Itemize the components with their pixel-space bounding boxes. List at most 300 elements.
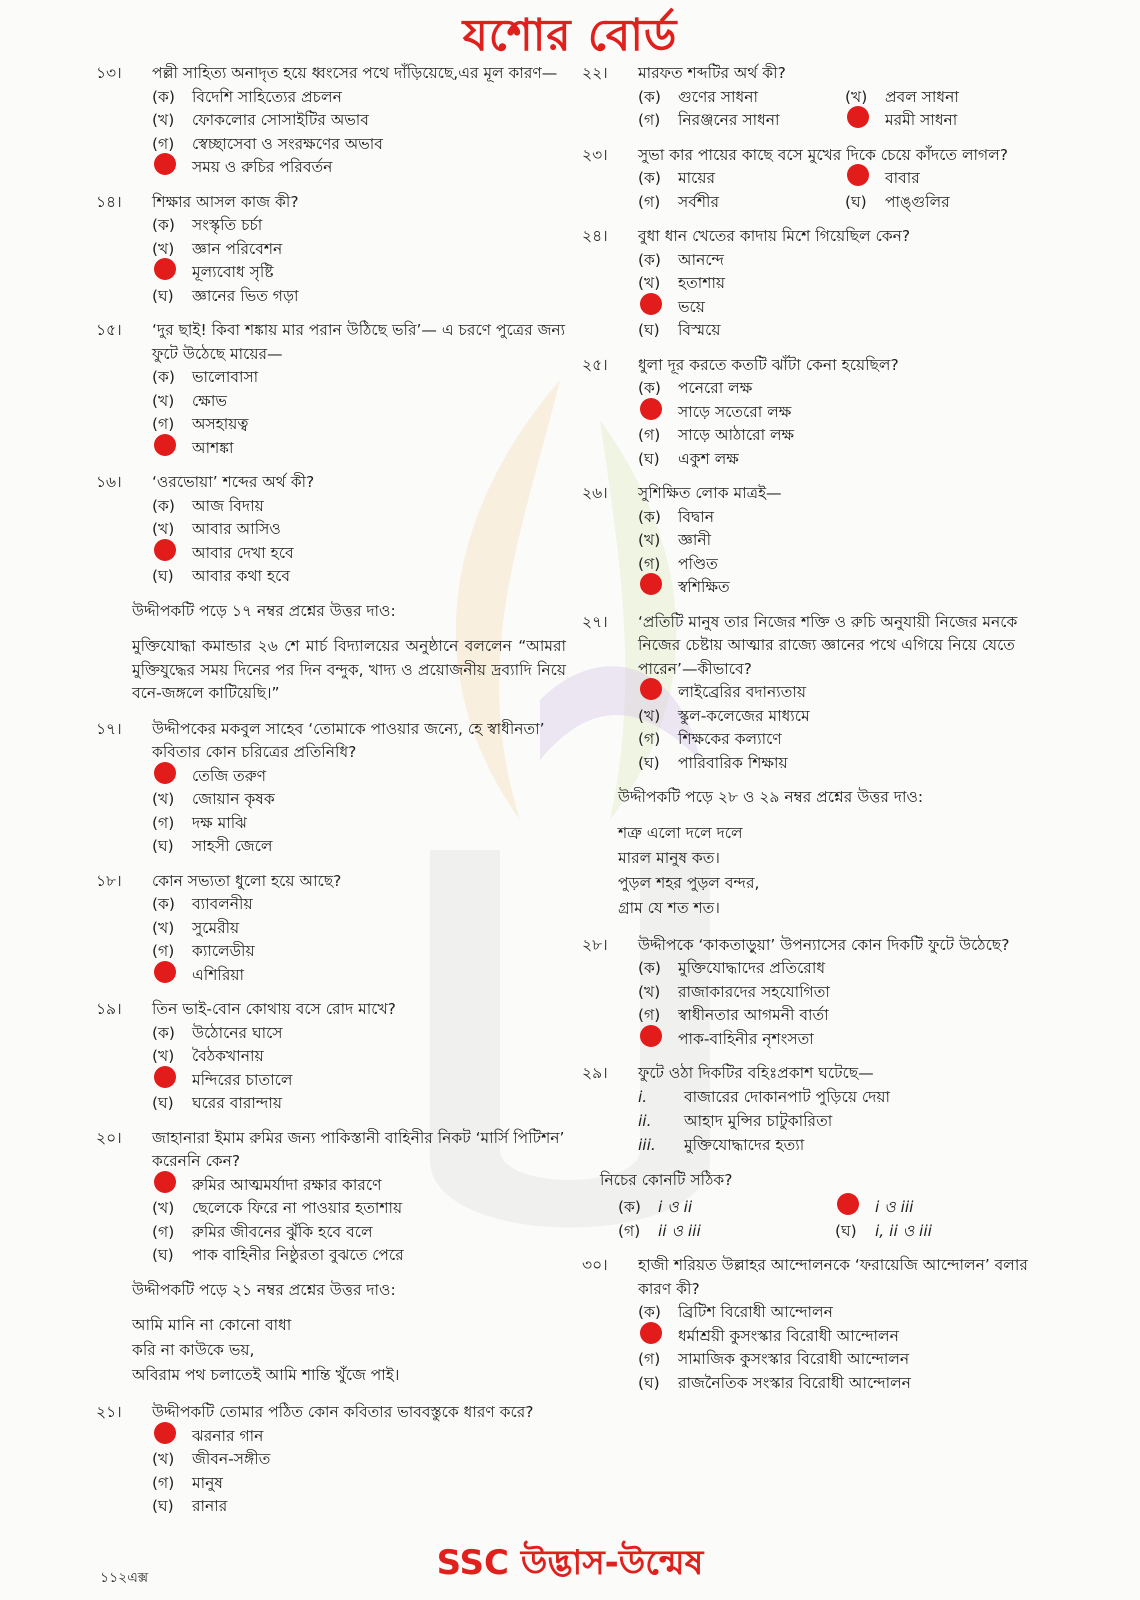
- option-text: আবার কথা হবে: [192, 567, 290, 585]
- option-list: [638, 506, 1052, 600]
- option-text: মূল্যবোধ সৃষ্টি: [192, 263, 274, 281]
- option-text: সাহসী জেলে: [192, 837, 273, 855]
- question-text: তিন ভাই-বোন কোথায় বসে রোদ মাখে?: [152, 1000, 396, 1018]
- option-text: i, ii ও iii: [875, 1221, 932, 1240]
- option-label: (খ): [638, 531, 661, 549]
- statement-numeral: iii.: [638, 1135, 656, 1154]
- stimulus-passage: মুক্তিযোদ্ধা কমান্ডার ২৬ শে মার্চ বিদ্যালয়ের অনুষ্ঠানে বললেন “আমরা মুক্তিযুদ্ধের সময় দিনের পর দিন বন্দুক, খাদ্য ও প্রয়োজনীয় দ্রব্যাদি নিয়ে বনে-জঙ্গলে কাটিয়েছি।”: [132, 637, 566, 702]
- option-list: [638, 377, 1052, 471]
- option-ka[interactable]: [152, 366, 566, 390]
- option-label: (গ): [638, 730, 661, 748]
- option-gha[interactable]: [152, 835, 566, 859]
- option-text: মরমী সাধনা: [885, 111, 958, 129]
- option-text: স্বাধীনতার আগমনী বার্তা: [678, 1006, 829, 1024]
- option-label: (গ): [638, 426, 661, 444]
- option-label: (ক): [152, 1023, 175, 1042]
- option-text: ঝরনার গান: [192, 1426, 264, 1445]
- option-list: [638, 86, 1052, 133]
- option-label: (খ): [152, 1047, 175, 1065]
- option-text: বিস্ময়ে: [678, 321, 721, 339]
- option-text: উঠোনের ঘাসে: [192, 1023, 283, 1042]
- option-label: (ক): [152, 496, 175, 515]
- question-text: পল্লী সাহিত্য অনাদৃত হয়ে ধ্বংসের পথে দাঁড়িয়েছে,এর মূল কারণ—: [152, 64, 558, 82]
- option-ka[interactable]: [638, 377, 1052, 401]
- question-number: ২৪।: [582, 227, 608, 245]
- option-label: (গ): [638, 111, 661, 129]
- option-label: (খ): [152, 1450, 175, 1468]
- question-14: [96, 191, 566, 309]
- option-label: (গ): [638, 1350, 661, 1368]
- option-list: [638, 1301, 1052, 1395]
- option-kha[interactable]: [152, 1448, 566, 1472]
- question-number: ২২।: [582, 64, 608, 82]
- option-ka[interactable]: [618, 1196, 835, 1220]
- option-list: [152, 495, 566, 589]
- option-label: (ক): [152, 895, 175, 913]
- option-gha[interactable]: [638, 752, 1052, 776]
- option-kha[interactable]: [152, 1197, 566, 1221]
- question-text: শিক্ষার আসল কাজ কী?: [152, 192, 299, 211]
- question-28: [582, 934, 1052, 1052]
- option-text: প্রবল সাধনা: [885, 87, 959, 106]
- correct-answer-dot-icon: [154, 1066, 176, 1088]
- option-text: জ্ঞানের ভিত গড়া: [192, 286, 299, 305]
- option-gha[interactable]: [638, 576, 1052, 600]
- option-label: (ঘ): [152, 837, 174, 855]
- option-gha[interactable]: [638, 319, 1052, 343]
- option-text: অসহায়ত্ব: [192, 415, 249, 433]
- option-list: [638, 957, 1052, 1051]
- statement-item: [638, 1086, 1052, 1110]
- question-text: বুধা ধান খেতের কাদায় মিশে গিয়েছিল কেন?: [638, 227, 911, 245]
- option-gha[interactable]: [638, 448, 1052, 472]
- option-kha[interactable]: [152, 109, 566, 133]
- stimulus-instruction: উদ্দীপকটি পড়ে ২৮ ও ২৯ নম্বর প্রশ্নের উত্তর দাও:: [618, 788, 924, 806]
- option-ka[interactable]: [152, 86, 566, 110]
- option-text: মায়ের: [678, 169, 715, 187]
- option-label: (ক): [638, 959, 661, 977]
- option-ga[interactable]: [638, 1348, 1052, 1372]
- option-text: i ও ii: [658, 1198, 693, 1216]
- question-text: ধুলা দূর করতে কতটি ঝাঁটা কেনা হয়েছিল?: [638, 355, 899, 374]
- poem-line: মারল মানুষ কত।: [618, 848, 720, 867]
- question-number: ২৫।: [582, 355, 608, 374]
- option-text: মানুষ: [192, 1473, 223, 1492]
- option-label: (ঘ): [835, 1221, 857, 1240]
- option-label: (খ): [152, 1199, 175, 1217]
- correct-answer-dot-icon: [154, 258, 176, 280]
- option-text: সর্বশীর: [678, 192, 719, 211]
- question-24: [582, 225, 1052, 343]
- option-label: (গ): [618, 1221, 641, 1240]
- option-ka[interactable]: [638, 86, 845, 110]
- option-list: [618, 1196, 1052, 1243]
- option-text: সুমেরীয়: [192, 918, 240, 937]
- option-ka[interactable]: [638, 1301, 1052, 1325]
- question-17: [96, 718, 566, 859]
- option-text: সংস্কৃতি চর্চা: [192, 216, 263, 234]
- question-number: ১৫।: [96, 321, 122, 339]
- correct-answer-dot-icon: [154, 961, 176, 983]
- option-text: বিদেশি সাহিত্যের প্রচলন: [192, 87, 342, 106]
- option-gha[interactable]: [152, 285, 566, 309]
- option-label: (খ): [152, 391, 175, 410]
- option-label: (গ): [152, 134, 175, 153]
- option-kha[interactable]: [638, 272, 1052, 296]
- statement-numeral: ii.: [638, 1111, 652, 1130]
- correct-answer-dot-icon: [154, 434, 176, 456]
- question-16: [96, 471, 566, 589]
- option-gha[interactable]: [152, 565, 566, 589]
- question-number: ২৮।: [582, 935, 608, 954]
- option-text: পাঙ্গুলির: [885, 192, 950, 211]
- option-label: (খ): [845, 87, 868, 106]
- option-label: (ঘ): [152, 1094, 174, 1112]
- statement-numeral: i.: [638, 1087, 648, 1106]
- option-text: ক্যালেডীয়: [192, 942, 255, 960]
- option-text: ক্ষোভ: [192, 391, 227, 410]
- question-26: [582, 482, 1052, 600]
- option-text: আবার দেখা হবে: [192, 543, 294, 562]
- option-text: জ্ঞান পরিবেশন: [192, 239, 283, 258]
- option-label: (ক): [152, 368, 175, 386]
- question-number: ২৭।: [582, 612, 608, 631]
- option-kha[interactable]: [152, 788, 566, 812]
- left-column: [96, 62, 566, 1530]
- option-text: ফোকলোর সোসাইটির অভাব: [192, 111, 369, 129]
- option-ga[interactable]: [152, 812, 566, 836]
- option-text: আনন্দে: [678, 250, 724, 269]
- option-label: (গ): [152, 415, 175, 433]
- option-ka[interactable]: [638, 681, 1052, 705]
- option-text: বিদ্বান: [678, 507, 715, 526]
- option-text: ভালোবাসা: [192, 368, 259, 386]
- option-ga[interactable]: [638, 728, 1052, 752]
- option-gha[interactable]: [845, 191, 1052, 215]
- question-text: উদ্দীপকটি তোমার পঠিত কোন কবিতার ভাববস্তুকে ধারণ করে?: [152, 1403, 534, 1421]
- option-ka[interactable]: [152, 1022, 566, 1046]
- option-text: পনেরো লক্ষ: [678, 379, 753, 397]
- option-ga[interactable]: [152, 1221, 566, 1245]
- option-text: ছেলেকে ফিরে না পাওয়ার হতাশায়: [192, 1199, 403, 1217]
- correct-answer-dot-icon: [837, 1193, 859, 1215]
- option-ka[interactable]: [152, 214, 566, 238]
- option-kha[interactable]: [152, 238, 566, 262]
- question-number: ১৪।: [96, 192, 122, 211]
- option-label: (গ): [152, 813, 175, 832]
- option-kha[interactable]: [835, 1196, 1052, 1220]
- correct-answer-dot-icon: [640, 1025, 662, 1047]
- option-text: মন্দিরের চাতালে: [192, 1070, 293, 1089]
- option-text: স্কুল-কলেজের মাধ্যমে: [678, 706, 810, 725]
- option-text: লাইব্রেরির বদান্যতায়: [678, 683, 807, 701]
- option-gha[interactable]: [835, 1220, 1052, 1244]
- option-ga[interactable]: [638, 424, 1052, 448]
- option-label: (খ): [638, 982, 661, 1001]
- option-label: (ক): [638, 1303, 661, 1321]
- question-text: উদ্দীপকে ‘কাকতাড়ুয়া’ উপন্যাসের কোন দিকটি ফুটে উঠেছে?: [638, 935, 1010, 954]
- option-text: সাড়ে আঠারো লক্ষ: [678, 426, 795, 444]
- option-text: ঘরের বারান্দায়: [192, 1094, 282, 1112]
- option-text: রাজনৈতিক সংস্কার বিরোধী আন্দোলন: [678, 1373, 911, 1392]
- option-ga[interactable]: [638, 191, 845, 215]
- question-30: [582, 1254, 1052, 1395]
- question-number: ২০।: [96, 1128, 122, 1147]
- option-text: ii ও iii: [658, 1221, 701, 1240]
- option-label: (খ): [638, 706, 661, 725]
- poem-line: পুড়ল শহর পুড়ল বন্দর,: [618, 873, 760, 892]
- question-20: [96, 1127, 566, 1268]
- option-list: [152, 765, 566, 859]
- question-number: ১৩।: [96, 64, 122, 82]
- option-label: (ক): [152, 87, 175, 106]
- page-number: ১১২এক্স: [100, 1570, 149, 1586]
- poem-line: গ্রাম যে শত শত।: [618, 898, 720, 917]
- question-number: ১৭।: [96, 719, 122, 738]
- poem-line: শত্রু এলো দলে দলে: [618, 823, 743, 842]
- option-text: নিরঞ্জনের সাধনা: [678, 111, 780, 129]
- option-ga[interactable]: [638, 296, 1052, 320]
- option-label: (ক): [618, 1198, 641, 1216]
- question-13: [96, 62, 566, 180]
- question-27: [582, 611, 1052, 776]
- option-label: (গ): [152, 1473, 175, 1492]
- option-list: [152, 1425, 566, 1519]
- option-ka[interactable]: [152, 1425, 566, 1449]
- option-ga[interactable]: [638, 109, 845, 133]
- option-label: (গ): [152, 1222, 175, 1241]
- option-label: (গ): [638, 1006, 661, 1024]
- option-label: (ঘ): [152, 567, 174, 585]
- question-text: সুভা কার পায়ের কাছে বসে মুখের দিকে চেয়ে কাঁদতে লাগল?: [638, 145, 1008, 164]
- option-ga[interactable]: [638, 1004, 1052, 1028]
- option-gha[interactable]: [638, 1372, 1052, 1396]
- correct-answer-dot-icon: [154, 1171, 176, 1193]
- option-label: (ঘ): [845, 192, 867, 211]
- poem-line: অবিরাম পথ চলাতেই আমি শান্তি খুঁজে পাই।: [132, 1366, 400, 1384]
- question-number: ৩০।: [582, 1256, 608, 1274]
- option-text: সময় ও রুচির পরিবর্তন: [192, 158, 333, 176]
- question-number: ১৬।: [96, 473, 122, 491]
- option-gha[interactable]: [152, 1092, 566, 1116]
- option-ga[interactable]: [638, 553, 1052, 577]
- option-list: [638, 681, 1052, 775]
- correct-answer-dot-icon: [154, 153, 176, 175]
- option-label: (ক): [638, 379, 661, 397]
- option-text: রুমির আত্মমর্যাদা রক্ষার কারণে: [192, 1175, 382, 1194]
- option-label: (ক): [638, 250, 661, 269]
- option-ga[interactable]: [152, 542, 566, 566]
- option-text: পাক-বাহিনীর নৃশংসতা: [678, 1029, 814, 1048]
- question-23: [582, 144, 1052, 215]
- option-kha[interactable]: [152, 1045, 566, 1069]
- question-text: ‘ওরভোয়া’ শব্দের অর্থ কী?: [152, 473, 315, 491]
- stimulus-poem: [618, 822, 1052, 922]
- option-list: [152, 366, 566, 460]
- option-label: (ক): [638, 87, 661, 106]
- option-text: i ও iii: [875, 1198, 914, 1216]
- stimulus-poem: [132, 1314, 566, 1389]
- correct-answer-dot-icon: [640, 678, 662, 700]
- option-kha[interactable]: [638, 1325, 1052, 1349]
- question-19: [96, 998, 566, 1116]
- option-label: (খ): [152, 520, 175, 538]
- option-kha[interactable]: [638, 529, 1052, 553]
- correct-answer-dot-icon: [154, 762, 176, 784]
- option-list: [638, 249, 1052, 343]
- option-text: শিক্ষকের কল্যাণে: [678, 730, 782, 748]
- question-text: ‘দুর ছাই! কিবা শঙ্কায় মার পরান উঠিছে ভরি’— এ চরণে পুত্রের জন্য ফুটে উঠেছে মায়ের—: [152, 321, 566, 363]
- option-ga[interactable]: [152, 1069, 566, 1093]
- option-ka[interactable]: [152, 893, 566, 917]
- question-18: [96, 870, 566, 988]
- option-list: [152, 214, 566, 308]
- option-ka[interactable]: [638, 167, 845, 191]
- statement-text: বাজারের দোকানপাট পুড়িয়ে দেয়া: [684, 1087, 890, 1106]
- option-text: স্বশিক্ষিত: [678, 578, 730, 596]
- question-number: ২৯।: [582, 1064, 608, 1082]
- option-gha[interactable]: [845, 109, 1052, 133]
- option-text: সাড়ে সতেরো লক্ষ: [678, 402, 792, 421]
- statement-text: আহাদ মুন্সির চাটুকারিতা: [684, 1111, 833, 1130]
- board-title: যশোর বোর্ড: [462, 10, 678, 61]
- statement-item: [638, 1134, 1052, 1158]
- option-ka[interactable]: [638, 249, 1052, 273]
- question-number: ১৯।: [96, 1000, 122, 1018]
- option-text: ব্যাবলনীয়: [192, 895, 253, 913]
- question-text: মারফত শব্দটির অর্থ কী?: [638, 64, 786, 82]
- question-25: [582, 354, 1052, 472]
- option-label: (খ): [152, 918, 175, 937]
- option-text: জোয়ান কৃষক: [192, 790, 275, 808]
- option-kha[interactable]: [638, 981, 1052, 1005]
- option-text: ভয়ে: [678, 297, 705, 316]
- poem-line: আমি মানি না কোনো বাধা: [132, 1316, 292, 1334]
- option-label: (খ): [638, 274, 661, 292]
- question-text: হাজী শরিয়ত উল্লাহর আন্দোলনকে ‘ফরায়েজি আন্দোলন’ বলার কারণ কী?: [638, 1256, 1028, 1298]
- option-ka[interactable]: [152, 495, 566, 519]
- option-label: (ঘ): [638, 449, 660, 468]
- option-text: পাক বাহিনীর নিষ্ঠুরতা বুঝতে পেরে: [192, 1246, 404, 1264]
- option-text: ব্রিটিশ বিরোধী আন্দোলন: [678, 1303, 833, 1321]
- option-kha[interactable]: [638, 705, 1052, 729]
- option-ka[interactable]: [638, 957, 1052, 981]
- question-text: সুশিক্ষিত লোক মাত্রই—: [638, 484, 782, 502]
- option-text: বাবার: [885, 169, 920, 187]
- question-text: ‘প্রতিটি মানুষ তার নিজের শক্তি ও রুচি অনুযায়ী নিজের মনকে নিজের চেষ্টায় আত্মার রাজ্যে জ্ঞানের পথে এগিয়ে নিয়ে যেতে পারেন’—কীভাবে?: [638, 612, 1018, 678]
- option-text: রুমির জীবনের ঝুঁকি হবে বলে: [192, 1222, 373, 1241]
- stimulus-instruction: উদ্দীপকটি পড়ে ১৭ নম্বর প্রশ্নের উত্তর দাও:: [132, 601, 396, 620]
- option-ga[interactable]: [152, 1472, 566, 1496]
- option-label: (ঘ): [152, 286, 174, 305]
- option-kha[interactable]: [845, 167, 1052, 191]
- poem-line: করি না কাউকে ভয়,: [132, 1341, 255, 1359]
- statement-item: [638, 1110, 1052, 1134]
- option-text: আবার আসিও: [192, 520, 281, 538]
- option-text: স্বেচ্ছাসেবা ও সংরক্ষণের অভাব: [192, 134, 383, 153]
- option-label: (ক): [638, 507, 661, 526]
- option-text: একুশ লক্ষ: [678, 449, 739, 468]
- option-ka[interactable]: [638, 506, 1052, 530]
- question-number: ২৩।: [582, 145, 608, 164]
- option-label: (খ): [152, 790, 175, 808]
- question-number: ২৬।: [582, 484, 608, 502]
- option-text: ধর্মাশ্রয়ী কুসংস্কার বিরোধী আন্দোলন: [678, 1326, 899, 1345]
- option-ga[interactable]: [152, 261, 566, 285]
- question-21: [96, 1401, 566, 1519]
- option-gha[interactable]: [152, 1495, 566, 1519]
- option-label: (গ): [638, 192, 661, 211]
- correct-answer-dot-icon: [640, 573, 662, 595]
- option-ka[interactable]: [152, 1174, 566, 1198]
- option-gha[interactable]: [152, 1244, 566, 1268]
- option-kha[interactable]: [152, 518, 566, 542]
- statement-list: [638, 1086, 1052, 1158]
- option-list: [152, 86, 566, 180]
- which-correct-prompt: নিচের কোনটি সঠিক?: [600, 1170, 733, 1189]
- stimulus-instruction: উদ্দীপকটি পড়ে ২১ নম্বর প্রশ্নের উত্তর দাও:: [132, 1280, 396, 1299]
- option-text: রানার: [192, 1497, 228, 1515]
- option-gha[interactable]: [152, 156, 566, 180]
- option-gha[interactable]: [152, 964, 566, 988]
- option-list: [152, 1174, 566, 1268]
- option-label: (ঘ): [638, 753, 660, 772]
- question-text: উদ্দীপকের মকবুল সাহেব ‘তোমাকে পাওয়ার জন্যে, হে স্বাধীনতা’ কবিতার কোন চরিত্রের প্রতিনিধি?: [152, 719, 545, 761]
- correct-answer-dot-icon: [640, 398, 662, 420]
- option-kha[interactable]: [638, 401, 1052, 425]
- option-gha[interactable]: [638, 1028, 1052, 1052]
- option-text: সামাজিক কুসংস্কার বিরোধী আন্দোলন: [678, 1350, 910, 1368]
- option-ga[interactable]: [152, 413, 566, 437]
- option-text: জীবন-সঙ্গীত: [192, 1450, 271, 1468]
- option-text: আজ বিদায়: [192, 496, 264, 515]
- correct-answer-dot-icon: [847, 164, 869, 186]
- footer-brand: SSC উদ্ভাস-উন্মেষ: [436, 1543, 704, 1583]
- option-text: তেজি তরুণ: [192, 766, 267, 785]
- option-text: জ্ঞানী: [678, 531, 712, 549]
- option-text: এশিরিয়া: [192, 965, 244, 984]
- option-label: (ক): [638, 169, 661, 187]
- option-label: (ঘ): [152, 1497, 174, 1515]
- correct-answer-dot-icon: [640, 1322, 662, 1344]
- option-text: আশঙ্কা: [192, 438, 234, 457]
- option-ga[interactable]: [152, 133, 566, 157]
- option-text: রাজাকারদের সহযোগিতা: [678, 982, 830, 1001]
- option-text: বৈঠকখানায়: [192, 1047, 264, 1065]
- option-text: পারিবারিক শিক্ষায়: [678, 753, 788, 772]
- option-list: [638, 167, 1052, 214]
- option-label: (ঘ): [152, 1246, 174, 1264]
- option-kha[interactable]: [152, 917, 566, 941]
- option-ga[interactable]: [152, 940, 566, 964]
- option-label: (গ): [152, 942, 175, 960]
- question-22: [582, 62, 1052, 133]
- option-gha[interactable]: [152, 437, 566, 461]
- option-label: (খ): [152, 111, 175, 129]
- option-text: পণ্ডিত: [678, 554, 718, 573]
- statement-text: মুক্তিযোদ্ধাদের হত্যা: [684, 1135, 805, 1154]
- correct-answer-dot-icon: [154, 539, 176, 561]
- question-text: জাহানারা ইমাম রুমির জন্য পাকিস্তানী বাহিনীর নিকট ‘মার্সি পিটিশন’ করেননি কেন?: [152, 1128, 565, 1170]
- option-label: (ঘ): [638, 321, 660, 339]
- option-label: (ঘ): [638, 1373, 660, 1392]
- option-ga[interactable]: [618, 1220, 835, 1244]
- option-ka[interactable]: [152, 765, 566, 789]
- option-label: (গ): [638, 554, 661, 573]
- option-kha[interactable]: [152, 390, 566, 414]
- question-text: ফুটে ওঠা দিকটির বহিঃপ্রকাশ ঘটেছে—: [638, 1064, 874, 1082]
- question-text: কোন সভ্যতা ধুলো হয়ে আছে?: [152, 871, 342, 890]
